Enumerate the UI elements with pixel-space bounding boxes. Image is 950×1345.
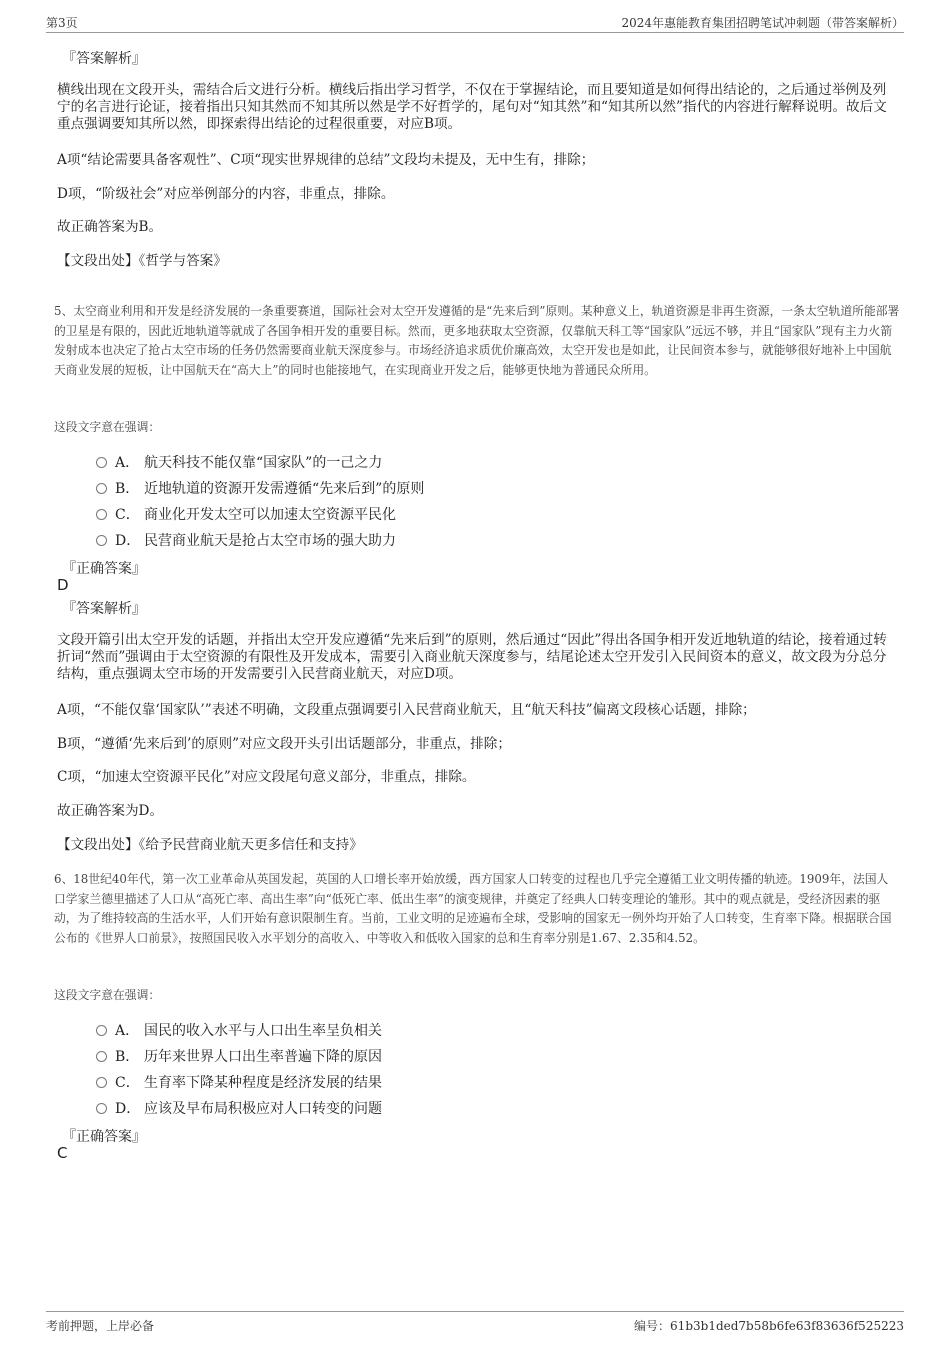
q4-analysis-label: 『答案解析』 <box>62 51 146 67</box>
q6-correct-answer-label: 『正确答案』 <box>62 1129 146 1145</box>
radio-button[interactable] <box>96 509 107 520</box>
q4-source: 【文段出处】《哲学与答案》 <box>57 253 227 269</box>
radio-button[interactable] <box>96 1103 107 1114</box>
q5-prompt: 这段文字意在强调： <box>54 420 161 434</box>
radio-button[interactable] <box>96 457 107 468</box>
page-number: 第3页 <box>46 16 78 30</box>
q5-conclusion: 故正确答案为D。 <box>57 803 164 819</box>
radio-button[interactable] <box>96 483 107 494</box>
q5-option-a[interactable] <box>96 452 796 472</box>
option-text: 生育率下降某种程度是经济发展的结果 <box>144 1075 382 1091</box>
option-text: 航天科技不能仅靠“国家队”的一己之力 <box>144 455 383 471</box>
option-letter: A． <box>115 1023 140 1039</box>
radio-button[interactable] <box>96 535 107 546</box>
q5-analysis-label: 『答案解析』 <box>62 601 146 617</box>
document-title: 2024年惠能教育集团招聘笔试冲刺题（带答案解析） <box>621 16 904 30</box>
option-letter: B． <box>115 1049 140 1065</box>
option-text: 历年来世界人口出生率普遍下降的原因 <box>144 1049 382 1065</box>
q5-analysis-line-b: B项，“遵循‘先来后到’的原则”对应文段开头引出话题部分，非重点，排除； <box>57 736 511 752</box>
option-letter: D． <box>115 533 141 549</box>
option-letter: B． <box>115 481 140 497</box>
q4-analysis-paragraph: 横线出现在文段开头，需结合后文进行分析。横线后指出学习哲学，不仅在于掌握结论，而且要知道是如何得出结论的，之后通过举例及列宁的名言进行论证，接着指出只知其然而不知其所以然是学不好哲学的，尾句对“知其然”和“知其所以然”指代的内容进行解释说明。故后文重点强调要知其所以然，即探索得出结论的过程很重要，对应B项。 <box>57 82 887 132</box>
q6-option-d[interactable] <box>96 1098 796 1118</box>
q5-analysis-paragraph: 文段开篇引出太空开发的话题，并指出太空开发应遵循“先来后到”的原则，然后通过“因此”得出各国争相开发近地轨道的结论，接着通过转折词“然而”强调由于太空资源的有限性及开发成本，需要引入商业航天深度参与，结尾论述太空开发引入民间资本的意义，故文段为分总分结构，重点强调太空市场的开发需要引入民营商业航天，对应D项。 <box>57 632 887 682</box>
q5-option-b[interactable] <box>96 478 796 498</box>
q5-analysis-line-a: A项，“不能仅靠‘国家队’”表述不明确，文段重点强调要引入民营商业航天，且“航天科技”偏离文段核心话题，排除； <box>57 702 756 718</box>
radio-button[interactable] <box>96 1025 107 1036</box>
q4-analysis-line-ac: A项“结论需要具备客观性”、C项“现实世界规律的总结”文段均未提及，无中生有，排除； <box>57 152 595 168</box>
option-letter: A． <box>115 455 140 471</box>
q6-prompt: 这段文字意在强调： <box>54 988 161 1002</box>
q6-option-a[interactable] <box>96 1020 796 1040</box>
q6-question-text: 6、18世纪40年代，第一次工业革命从英国发起，英国的人口增长率开始放缓，西方国家人口转变的过程也几乎完全遵循工业文明传播的轨迹。1909年，法国人口学家兰德里描述了人口从“高死亡率、高出生率”向“低死亡率、低出生率”的演变规律，并奠定了经典人口转变理论的雏形。其中的观点就是，受经济因素的驱动，为了维持较高的生活水平，人们开始有意识限制生育。当前，工业文明的足迹遍布全球，受影响的国家无一例外均开始了人口转变，生育率下降。根据联合国公布的《世界人口前景》，按照国民收入水平划分的高收入、中等收入和低收入国家的总和生育率分别是1.67、2.35和4.52。 <box>54 872 892 945</box>
page-footer <box>46 1311 904 1336</box>
q5-question-text: 5、太空商业利用和开发是经济发展的一条重要赛道，国际社会对太空开发遵循的是“先来后到”原则。某种意义上，轨道资源是非再生资源，一条太空轨道所能部署的卫星是有限的，因此近地轨道等就成了各国争相开发的重要目标。然而，更多地获取太空资源，仅靠航天科工等“国家队”远远不够，并且“国家队”现有主力火箭发射成本也决定了抢占太空市场的任务仍然需要商业航天深度参与。市场经济追求质优价廉高效，太空开发也是如此，让民间资本参与，就能够很好地补上中国航天商业发展的短板，让中国航天在“高大上”的同时也能接地气，在实现商业开发之后，能够更快地为普通民众所用。 <box>54 304 900 377</box>
q4-conclusion: 故正确答案为B。 <box>57 219 163 235</box>
q5-option-c[interactable] <box>96 504 796 524</box>
radio-button[interactable] <box>96 1051 107 1062</box>
q5-source: 【文段出处】《给予民营商业航天更多信任和支持》 <box>57 837 363 853</box>
q5-correct-answer-label: 『正确答案』 <box>62 561 146 577</box>
page-header <box>46 12 904 33</box>
q5-answer: D <box>57 576 69 594</box>
option-letter: D． <box>115 1101 141 1117</box>
option-text: 近地轨道的资源开发需遵循“先来后到”的原则 <box>144 481 425 497</box>
option-letter: C． <box>115 507 140 523</box>
q4-analysis-line-d: D项，“阶级社会”对应举例部分的内容，非重点，排除。 <box>57 186 395 202</box>
radio-button[interactable] <box>96 1077 107 1088</box>
footer-slogan: 考前押题，上岸必备 <box>46 1319 155 1333</box>
option-text: 应该及早布局积极应对人口转变的问题 <box>144 1101 382 1117</box>
option-text: 商业化开发太空可以加速太空资源平民化 <box>144 507 396 523</box>
q5-analysis-line-c: C项，“加速太空资源平民化”对应文段尾句意义部分，非重点，排除。 <box>57 769 476 785</box>
option-text: 国民的收入水平与人口出生率呈负相关 <box>144 1023 382 1039</box>
q6-option-c[interactable] <box>96 1072 796 1092</box>
option-letter: C． <box>115 1075 140 1091</box>
option-text: 民营商业航天是抢占太空市场的强大助力 <box>144 533 396 549</box>
q6-answer: C <box>57 1144 68 1162</box>
q6-option-b[interactable] <box>96 1046 796 1066</box>
document-code: 编号：61b3b1ded7b58b6fe63f83636f525223 <box>634 1319 904 1333</box>
q5-option-d[interactable] <box>96 530 796 550</box>
